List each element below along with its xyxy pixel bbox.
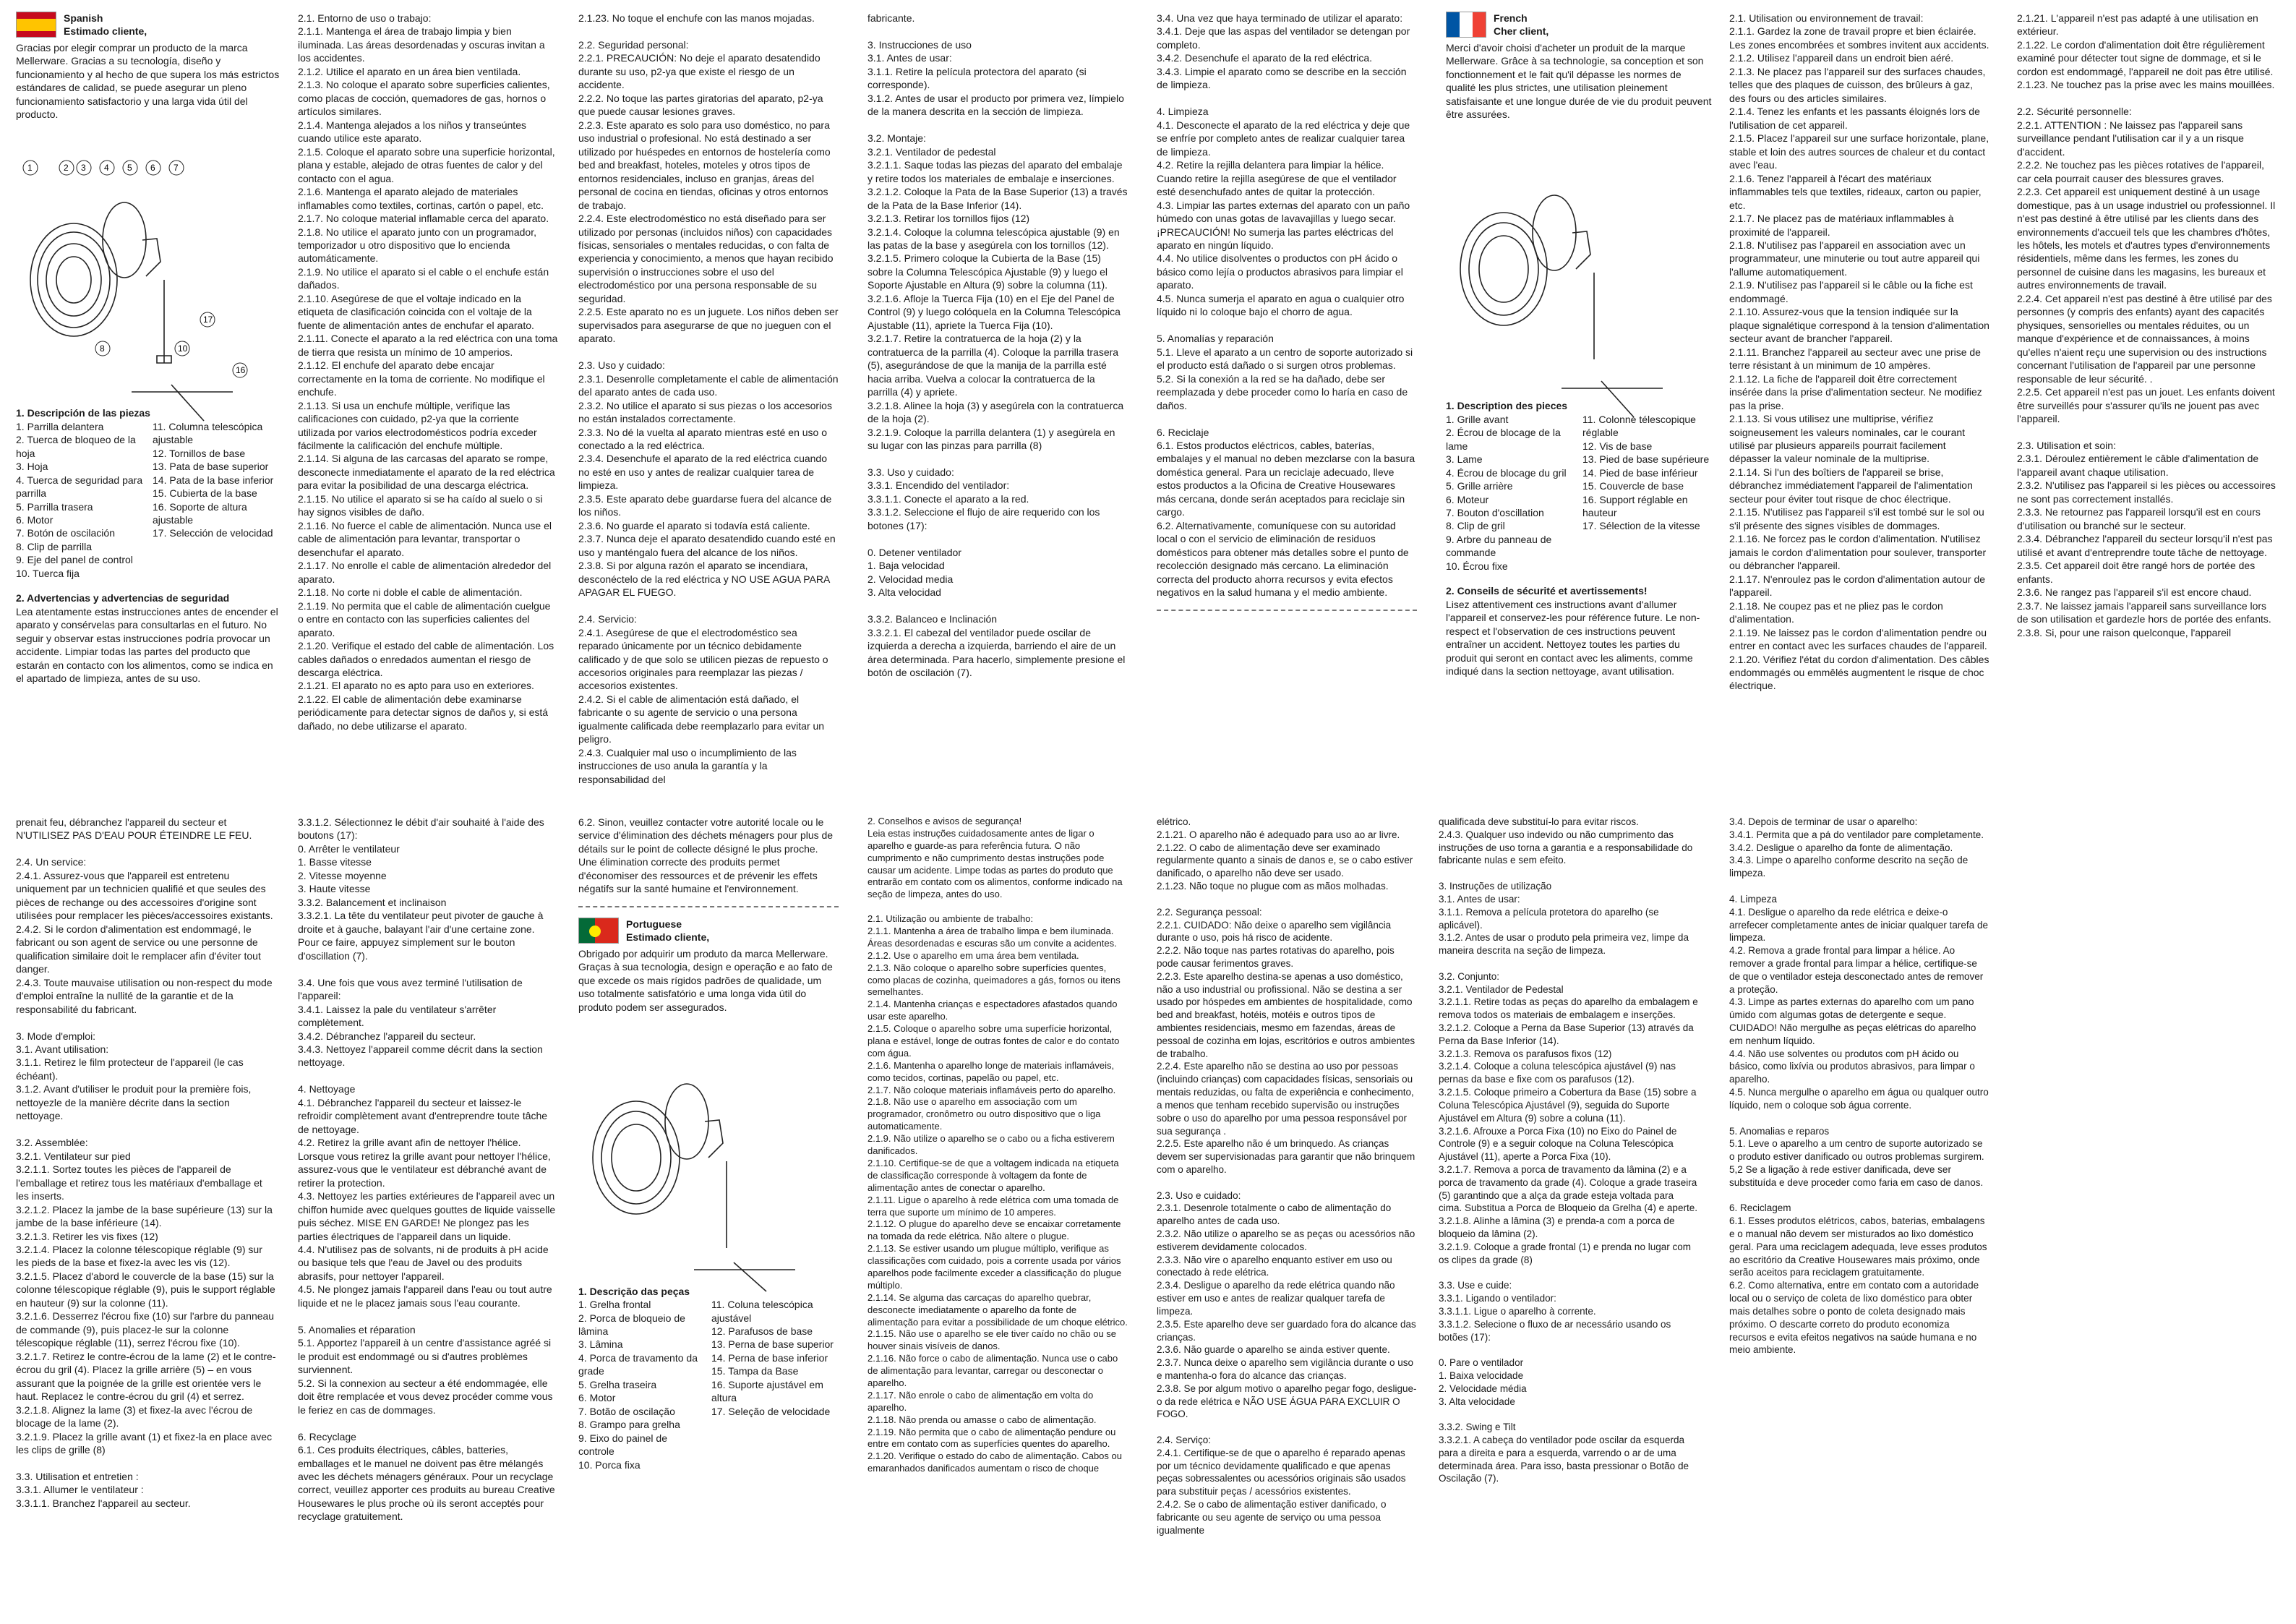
list-item: 6. Motor — [578, 1392, 616, 1404]
fr-column-2: 2.1. Utilisation ou environnement de travail: 2.1.1. Gardez la zone de travail propre et bien éclairée. Les zones encombrées et sombres invitent aux accidents. 2.1.2. Utilisez l'appareil dans un endroit bien aéré. 2.1.3. Ne placez pas l'appareil sur des surfaces chaudes, telles que des plaques de cuisson, des brûleurs à gaz, des fours ou des articles similaires. 2.1.4. Tenez les enfants et les passants éloignés lors de l'utilisation de cet appareil. 2.1.5. Placez l'appareil sur une surface horizontale, plane, stable et loin des autres sources de chaleur et du contact avec l'eau. 2.1.6. Tenez l'appareil à l'écart des matériaux inflammables tels que textiles, rideaux, carton ou papier, etc. 2.1.7. Ne placez pas de matériaux inflammables à proximité de l'appareil. 2.1.8. N'utilisez pas l'appareil en association avec un programmateur, une minuterie ou tout autre appareil qui l'allume automatiquement. 2.1.9. N'utilisez pas l'appareil si le câble ou la fiche est endommagé. 2.1.10. Assurez-vous que la tension indiquée sur la plaque signalétique correspond à la tension d'alimentation secteur avant de brancher l'appareil. 2.1.11. Branchez l'appareil au secteur avec une prise de terre résistant à un minimum de 10 ampères. 2.1.12. La fiche de l'appareil doit être correctement insérée dans la prise d'alimentation secteur. Ne modifiez pas la prise. 2.1.13. Si vous utilisez une multiprise, vérifiez soigneusement les valeurs nominales, car le courant utilisé par plusieurs appareils pourrait facilement dépasser la valeur nominale de la multiprise. 2.1.14. Si l'un des boîtiers de l'appareil se brise, débranchez immédiatement l'appareil de l'alimentation secteur pour éviter tout risque de choc électrique. 2.1.15. N'utilisez pas l'appareil s'il est tombé sur le sol ou s'il présente des signes visibles de dommages. 2.1.16. Ne forcez pas le cordon d'alimentation. N'utilisez jamais le cordon d'alimentation pour soulever, transporter ou débrancher l'appareil. 2.1.17. N'enroulez pas le cordon d'alimentation autour de l'appareil. 2.1.18. Ne coupez pas et ne pliez pas le cordon d'alimentation. 2.1.19. Ne laissez pas le cordon d'alimentation pendre ou entrer en contact avec les surfaces chaudes de l'appareil. 2.1.20. Vérifiez l'état du cordon d'alimentation. Des câbles endommagés ou emmêlés augmentent le risque de choc électrique. — [1729, 12, 1989, 692]
france-flag-icon — [1446, 12, 1486, 38]
list-item: 16. Support réglable en hauteur — [1582, 493, 1688, 518]
fr-column-4: prenait feu, débranchez l'appareil du secteur et N'UTILISEZ PAS D'EAU POUR ÉTEINDRE LE FEU. 2.4. Un service: 2.4.1. Assurez-vous que l'appareil est entretenu uniquement par un technicien qualifié et que seules des pièces de rechange ou des accessoires d'origine sont utilisées pour remplacer les pièces/accessoires existants. 2.4.2. Si le cordon d'alimentation est endommagé, le fabricant ou son agent de service ou une personne de qualification similaire doit le remplacer afin d'éviter tout danger. 2.4.3. Toute mauvaise utilisation ou non-respect du mode d'emploi entraîne la nullité de la garantie et de la responsabilité du fabricant. 3. Mode d'emploi: 3.1. Avant utilisation: 3.1.1. Retirez le film protecteur de l'appareil (le cas échéant). 3.1.2. Avant d'utiliser le produit pour la première fois, nettoyezle de la manière décrite dans la section nettoyage. 3.2. Assemblée: 3.2.1. Ventilateur sur pied 3.2.1.1. Sortez toutes les pièces de l'appareil de l'emballage et retirez tous les matériaux d'emballage et les inserts. 3.2.1.2. Placez la jambe de la base supérieure (13) sur la jambe de la base inférieure (14). 3.2.1.3. Retirer les vis fixes (12) 3.2.1.4. Placez la colonne télescopique réglable (9) sur les pieds de la base et fixez-la avec les vis (12). 3.2.1.5. Placez d'abord le couvercle de la base (15) sur la colonne télescopique réglable (9), puis le support réglable en hauteur (9) sur la colonne (11). 3.2.1.6. Desserrez l'écrou fixe (10) sur l'arbre du panneau de commande (9), puis placez-le sur la colonne télescopique réglable (11), serrez l'écrou fixe (10). 3.2.1.7. Retirez le contre-écrou de la lame (2) et le contre-écrou du gril (4). Placez la grille arrière (5) – en vous assurant que la poignée de la grille est orientée vers le haut. Replacez le contre-écrou du gril (4) et serrez. 3.2.1.8. Alignez la lame (3) et fixez-la avec l'écrou de blocage de la lame (2). 3.2.1.9. Placez la grille avant (1) et fixez-la en place avec les clips de grille (8) 3.3. Utilisation et entretien : 3.3.1. Allumer le ventilateur : 3.3.1.1. Branchez l'appareil au secteur. — [16, 816, 276, 1509]
fr-language-heading: French — [1494, 12, 1528, 24]
es-greeting: Estimado cliente, — [64, 25, 147, 38]
list-item: 9. Eixo do painel de controle — [578, 1432, 667, 1458]
list-item: 1. Parrilla delantera — [16, 420, 104, 432]
list-item: 1. Grille avant — [1446, 413, 1509, 425]
list-item: 1. Grelha frontal — [578, 1299, 651, 1311]
es-language-heading: Spanish — [64, 12, 103, 24]
spain-flag-icon — [16, 12, 56, 38]
list-item: 17. Selección de velocidad — [153, 527, 273, 539]
pt-parts-title: 1. Descrição das peças — [578, 1285, 690, 1297]
list-item: 7. Botón de oscilación — [16, 527, 115, 539]
list-item: 15. Couvercle de base — [1582, 480, 1684, 492]
pt-intro: Obrigado por adquirir um produto da marca Mellerware. Graças à sua tecnologia, design e operação e ao fato de que excede os mais rígidos padrões de qualidade, um uso totalmente satisfatório e uma longa vida útil do produto podem ser assegurados. — [578, 947, 833, 1013]
fr-greeting: Cher client, — [1494, 25, 1549, 38]
list-item: 17. Sélection de la vitesse — [1582, 520, 1700, 532]
list-item: 15. Tampa da Base — [711, 1365, 799, 1377]
pt-parts-list — [578, 1298, 839, 1471]
es-intro: Gracias por elegir comprar un producto de la marca Mellerware. Gracias a su tecnología, diseño y funcionamiento y al hecho de que supera los más estrictos estándares de calidad, se puede asegurar un pleno funcionamiento satisfactorio y una larga vida útil del producto. — [16, 41, 280, 121]
list-item: 15. Cubierta de la base — [153, 487, 257, 500]
list-item: 13. Perna de base superior — [711, 1338, 834, 1351]
fr-parts-title: 1. Description des pieces — [1446, 400, 1568, 412]
divider — [578, 906, 839, 907]
fr-safety-text: Lisez attentivement ces instructions avant d'allumer l'appareil et conservez-les pour référence future. Le non-respect et l'observation de ces instructions peuvent entraîner un accident. Nettoyez toutes les parties du produit qui seront en contact avec les aliments, comme indiqué dans la section nettoyage, avant utilisation. — [1446, 598, 1700, 678]
list-item: 17. Seleção de velocidade — [711, 1405, 831, 1417]
list-item: 3. Lâmina — [578, 1338, 623, 1351]
pt-column-2: 2. Conselhos e avisos de segurança! Leia estas instruções cuidadosamente antes de ligar o aparelho e guarde-as para referência futura. O não cumprimento e não cumprimento destas instruções pode causar um acidente. Limpe todas as partes do produto que entrarão em contato com os alimentos, conforme indicado na seção de limpeza, antes do uso. 2.1. Utilização ou ambiente de trabalho: 2.1.1. Mantenha a área de trabalho limpa e bem iluminada. Áreas desordenadas e escuras são um convite a acidentes. 2.1.2. Use o aparelho em uma área bem ventilada. 2.1.3. Não coloque o aparelho sobre superfícies quentes, como placas de cozinha, queimadores a gás, fornos ou itens semelhantes. 2.1.4. Mantenha crianças e espectadores afastados quando usar este aparelho. 2.1.5. Coloque o aparelho sobre uma superfície horizontal, plana e estável, longe de outras fontes de calor e do contato com água. 2.1.6. Mantenha o aparelho longe de materiais inflamáveis, como tecidos, cortinas, papelão ou papel, etc. 2.1.7. Não coloque materiais inflamáveis perto do aparelho. 2.1.8. Não use o aparelho em associação com um programador, cronômetro ou outro dispositivo que o liga automaticamente. 2.1.9. Não utilize o aparelho se o cabo ou a ficha estiverem danificados. 2.1.10. Certifique-se de que a voltagem indicada na etiqueta de classificação corresponde à voltagem da fonte de alimentação antes de conectar o aparelho. 2.1.11. Ligue o aparelho à rede elétrica com uma tomada de terra que suporte um mínimo de 10 amperes. 2.1.12. O plugue do aparelho deve se encaixar corretamente na tomada da rede elétrica. Não altere o plugue. 2.1.13. Se estiver usando um plugue múltiplo, verifique as classificações com cuidado, pois a corrente usada por vários aparelhos pode facilmente exceder a classificação do plugue múltiplo. 2.1.14. Se alguma das carcaças do aparelho quebrar, desconecte imediatamente o aparelho da fonte de alimentação para evitar a possibilidade de um choque elétrico. 2.1.15. Não use o aparelho se ele tiver caído no chão ou se houver sinais visíveis de danos. 2.1.16. Não force o cabo de alimentação. Nunca use o cabo de alimentação para levantar, carregar ou desconectar o aparelho. 2.1.17. Não enrole o cabo de alimentação em volta do aparelho. 2.1.18. Não prenda ou amasse o cabo de alimentação. 2.1.19. Não permita que o cabo de alimentação pendure ou entre em contato com as superfícies quentes do aparelho. 2.1.20. Verifique o estado do cabo de alimentação. Cabos ou emaranhados danificados aumentam o risco de choque — [868, 816, 1128, 1474]
callout-5: 5 — [127, 162, 132, 173]
fr-column-1 — [1446, 12, 1713, 678]
list-item: 3. Lame — [1446, 453, 1483, 466]
list-item: 9. Arbre du panneau de commande — [1446, 533, 1552, 559]
list-item: 4. Écrou de blocage du gril — [1446, 466, 1567, 479]
list-item: 5. Parrilla trasera — [16, 500, 93, 513]
pt-column-4: qualificada deve substituí-lo para evitar riscos. 2.4.3. Qualquer uso indevido ou não cumprimento das instruções de uso torna a garantia e a responsabilidade do fabricante nulas e sem efeito. 3. Instruções de utilização 3.1. Antes de usar: 3.1.1. Remova a película protetora do aparelho (se aplicável). 3.1.2. Antes de usar o produto pela primeira vez, limpe da maneira descrita na seção de limpeza. 3.2. Conjunto: 3.2.1. Ventilador de Pedestal 3.2.1.1. Retire todas as peças do aparelho da embalagem e remova todos os materiais de embalagem e inserções. 3.2.1.2. Coloque a Perna da Base Superior (13) através da Perna da Base Inferior (14). 3.2.1.3. Remova os parafusos fixos (12) 3.2.1.4. Coloque a coluna telescópica ajustável (9) nas pernas da base e fixe com os parafusos (12). 3.2.1.5. Coloque primeiro a Cobertura da Base (15) sobre a Coluna Telescópica Ajustável (9), seguida do Suporte Ajustável em Altura (9) sobre a coluna (11). 3.2.1.6. Afrouxe a Porca Fixa (10) no Eixo do Painel de Controle (9) e a seguir coloque na Coluna Telescópica Ajustável (11), aperte a Porca Fixa (10). 3.2.1.7. Remova a porca de travamento da lâmina (2) e a porca de travamento da grade (4). Coloque a grade traseira (5) garantindo que a alça da grade esteja voltada para cima. Substitua a Porca de Bloqueio da Grelha (4) e aperte. 3.2.1.8. Alinhe a lâmina (3) e prenda-a com a porca de bloqueio da lâmina (2). 3.2.1.9. Coloque a grade frontal (1) e prenda no lugar com os clipes da grade (8) 3.3. Use e cuide: 3.3.1. Ligando o ventilador: 3.3.1.1. Ligue o aparelho à corrente. 3.3.1.2. Selecione o fluxo de ar necessário usando os botões (17): 0. Pare o ventilador 1. Baixa velocidade 2. Velocidade média 3. Alta velocidade 3.3.2. Swing e Tilt 3.3.2.1. A cabeça do ventilador pode oscilar da esquerda para a direita e para a esquerda, varrendo o ar de uma determinada área. Para isso, basta pressionar o Botão de Oscilação (7). — [1439, 816, 1698, 1484]
es-column-2: 2.1. Entorno de uso o trabajo: 2.1.1. Mantenga el área de trabajo limpia y bien iluminada. Las áreas desordenadas y oscuras invitan a los accidentes. 2.1.2. Utilice el aparato en un área bien ventilada. 2.1.3. No coloque el aparato sobre superficies calientes, como placas de cocción, quemadores de gas, hornos o artículos similares. 2.1.4. Mantenga alejados a los niños y transeúntes cuando utilice este aparato. 2.1.5. Coloque el aparato sobre una superficie horizontal, plana y estable, alejado de otras fuentes de calor y del contacto con el agua. 2.1.6. Mantenga el aparato alejado de materiales inflamables como textiles, cortinas, cartón o papel, etc. 2.1.7. No coloque material inflamable cerca del aparato. 2.1.8. No utilice el aparato junto con un programador, temporizador u otro dispositivo que lo encienda automáticamente. 2.1.9. No utilice el aparato si el cable o el enchufe están dañados. 2.1.10. Asegúrese de que el voltaje indicado en la etiqueta de clasificación coincida con el voltaje de la fuente de alimentación antes de enchufar el aparato. 2.1.11. Conecte el aparato a la red eléctrica con una toma de tierra que resista un mínimo de 10 amperios. 2.1.12. El enchufe del aparato debe encajar correctamente en la toma de corriente. No modifique el enchufe. 2.1.13. Si usa un enchufe múltiple, verifique las calificaciones con cuidado, p2-ya que la corriente utilizada por varios electrodomésticos podría exceder fácilmente la calificación del enchufe múltiple. 2.1.14. Si alguna de las carcasas del aparato se rompe, desconecte inmediatamente el aparato de la red eléctrica para evitar la posibilidad de una descarga eléctrica. 2.1.15. No utilice el aparato si se ha caído al suelo o si hay signos visibles de daño. 2.1.16. No fuerce el cable de alimentación. Nunca use el cable de alimentación para levantar, transportar o desenchufar el aparato. 2.1.17. No enrolle el cable de alimentación alrededor del aparato. 2.1.18. No corte ni doble el cable de alimentación. 2.1.19. No permita que el cable de alimentación cuelgue o entre en contacto con las superficies calientes del aparato. 2.1.20. Verifique el estado del cable de alimentación. Los cables dañados o enredados aumentan el riesgo de descarga eléctrica. 2.1.21. El aparato no es apto para uso en exteriores. 2.1.22. El cable de alimentación debe examinarse periódicamente para detectar signos de daños y, si está dañado, no debe utilizarse el aparato. — [298, 12, 558, 732]
es-column-5-text: 3.4. Una vez que haya terminado de utilizar el aparato: 3.4.1. Deje que las aspas del ventilador se detengan por completo. 3.4.2. Desenchufe el aparato de la red eléctrica. 3.4.3. Limpie el aparato como se describe en la sección de limpieza. 4. Limpieza 4.1. Desconecte el aparato de la red eléctrica y deje que se enfríe por completo antes de realizar cualquier tarea de limpieza. 4.2. Retire la rejilla delantera para limpiar la hélice. Cuando retire la rejilla asegúrese de que el ventilador esté desenchufado antes de quitar la protección. 4.3. Limpiar las partes externas del aparato con un paño húmedo con unas gotas de lavavajillas y luego secar. ¡PRECAUCIÓN! No sumerja las partes eléctricas del aparato en ningún líquido. 4.4. No utilice disolventes o productos con pH ácido o básico como lejía o productos abrasivos para limpiar el aparato. 4.5. Nunca sumerja el aparato en agua o cualquier otro líquido ni lo coloque bajo el chorro de agua. 5. Anomalías y reparación 5.1. Lleve el aparato a un centro de soporte autorizado si el producto está dañado o si surgen otros problemas. 5.2. Si la conexión a la red se ha dañado, debe ser reemplazada y debe proceder como lo haría en caso de daños. 6. Reciclaje 6.1. Estos productos eléctricos, cables, baterías, embalajes y el manual no deben mezclarse con la basura doméstica general. Para un reciclaje adecuado, lleve estos productos a la Oficina de Creative Housewares más cercana, donde serán aceptados para reciclaje sin cargo. 6.2. Alternativamente, comuníquese con su autoridad local o con el servicio de eliminación de residuos domésticos para obtener más detalles sobre el punto de recolección designado más cercano. La eliminación correcta del producto ahorra recursos y evita efectos negativos en la salud humana y el medio ambiente. — [1157, 12, 1415, 599]
fr-column-3: 2.1.21. L'appareil n'est pas adapté à une utilisation en extérieur. 2.1.22. Le cordon d'alimentation doit être régulièrement examiné pour détecter tout signe de dommage, et si le cordon est endommagé, l'appareil ne doit pas être utilisé. 2.1.23. Ne touchez pas la prise avec les mains mouillées. 2.2. Sécurité personnelle: 2.2.1. ATTENTION : Ne laissez pas l'appareil sans surveillance pendant l'utilisation car il y a un risque d'accident. 2.2.2. Ne touchez pas les pièces rotatives de l'appareil, car cela pourrait causer des blessures graves. 2.2.3. Cet appareil est uniquement destiné à un usage domestique, pas à un usage industriel ou professionnel. Il n'est pas destiné à être utilisé par les clients dans des environnements d'accueil tels que les chambres d'hôtes, les hôtels, les motels et d'autres types d'environnements résidentiels, même dans les fermes, les zones du personnel de cuisine dans les magasins, les bureaux et autres environnements de travail. 2.2.4. Cet appareil n'est pas destiné à être utilisé par des personnes (y compris des enfants) ayant des capacités physiques, sensorielles ou mentales réduites, ou un manque d'expérience et de connaissances, à moins qu'elles n'aient reçu une supervision ou des instructions concernant l'utilisation de l'appareil par une personne responsable de leur sécurité. . 2.2.5. Cet appareil n'est pas un jouet. Les enfants doivent être surveillés pour s'assurer qu'ils ne jouent pas avec l'appareil. 2.3. Utilisation et soin: 2.3.1. Déroulez entièrement le câble d'alimentation de l'appareil avant chaque utilisation. 2.3.2. N'utilisez pas l'appareil si les pièces ou accessoires ne sont pas correctement installés. 2.3.3. Ne retournez pas l'appareil lorsqu'il est en cours d'utilisation ou branché sur le secteur. 2.3.4. Débranchez l'appareil du secteur lorsqu'il n'est pas utilisé et avant d'entreprendre toute tâche de nettoyage. 2.3.5. Cet appareil doit être rangé hors de portée des enfants. 2.3.6. Ne rangez pas l'appareil s'il est encore chaud. 2.3.7. Ne laissez jamais l'appareil sans surveillance lors de son utilisation et gardezle hors de portée des enfants. 2.3.8. Si, pour une raison quelconque, l'appareil — [2017, 12, 2276, 638]
list-item: 11. Columna telescópica ajustable — [153, 420, 263, 446]
es-safety-title: 2. Advertencias y advertencias de seguridad — [16, 592, 230, 604]
list-item: 11. Colonne télescopique réglable — [1582, 413, 1696, 439]
list-item: 4. Tuerca de seguridad para parrilla — [16, 474, 143, 500]
list-item: 14. Pata de la base inferior — [153, 474, 274, 486]
pt-column-5: 3.4. Depois de terminar de usar o aparelho: 3.4.1. Permita que a pá do ventilador pare completamente. 3.4.2. Desligue o aparelho da fonte de alimentação. 3.4.3. Limpe o aparelho conforme descrito na seção de limpeza. 4. Limpeza 4.1. Desligue o aparelho da rede elétrica e deixe-o arrefecer completamente antes de iniciar qualquer tarefa de limpeza. 4.2. Remova a grade frontal para limpar a hélice. Ao remover a grade frontal para limpar a hélice, certifique-se de que o ventilador esteja desconectado antes de remover a proteção. 4.3. Limpe as partes externas do aparelho com um pano úmido com algumas gotas de detergente e seque. CUIDADO! Não mergulhe as peças elétricas do aparelho em nenhum líquido. 4.4. Não use solventes ou produtos com pH ácido ou básico, como lixívia ou produtos abrasivos, para limpar o aparelho. 4.5. Nunca mergulhe o aparelho em água ou qualquer outro líquido, nem o coloque sob água corrente. 5. Anomalias e reparos 5.1. Leve o aparelho a um centro de suporte autorizado se o produto estiver danificado ou outros problemas surgirem. 5,2 Se a ligação à rede estiver danificada, deve ser substituída e deve proceder como faria em caso de danos. 6. Reciclagem 6.1. Esses produtos elétricos, cabos, baterias, embalagens e o manual não devem ser misturados ao lixo doméstico geral. Para uma reciclagem adequada, leve esses produtos ao escritório da Creative Housewares mais próximo, onde serão aceitos para reciclagem gratuitamente. 6.2. Como alternativa, entre em contato com a autoridade local ou o serviço de coleta de lixo doméstico para obter mais detalhes sobre o ponto de coleta designado mais próximo. O descarte correto do produto economiza recursos e evita efeitos negativos na saúde humana e no meio ambiente. — [1729, 816, 1989, 1356]
list-item: 6. Moteur — [1446, 493, 1489, 505]
list-item: 8. Clip de parrilla — [16, 540, 93, 552]
fr-safety-title: 2. Conseils de sécurité et avertissements! — [1446, 585, 1648, 597]
list-item: 12. Vis de base — [1582, 440, 1653, 452]
list-item: 9. Eje del panel de control — [16, 554, 133, 566]
callout-10: 10 — [178, 343, 188, 354]
list-item: 7. Bouton d'oscillation — [1446, 506, 1544, 518]
list-item: 10. Écrou fixe — [1446, 560, 1508, 572]
fan-diagram — [16, 124, 262, 399]
list-item: 14. Pied de base inférieur — [1582, 466, 1698, 479]
callout-2: 2 — [64, 162, 69, 173]
list-item: 3. Hoja — [16, 461, 48, 473]
list-item: 12. Tornillos de base — [153, 447, 246, 459]
callout-3: 3 — [81, 162, 86, 173]
callout-17: 17 — [203, 314, 213, 325]
list-item: 7. Botão de oscilação — [578, 1405, 675, 1417]
list-item: 12. Parafusos de base — [711, 1325, 813, 1337]
pt-language-heading: Portuguese — [626, 918, 682, 930]
callout-1: 1 — [27, 162, 33, 173]
list-item: 13. Pata de base superior — [153, 461, 269, 473]
pt-column-3: elétrico. 2.1.21. O aparelho não é adequado para uso ao ar livre. 2.1.22. O cabo de alimentação deve ser examinado regularmente quanto a sinais de danos e, se o cabo estiver danificado, o aparelho não deve ser usado. 2.1.23. Não toque no plugue com as mãos molhadas. 2.2. Segurança pessoal: 2.2.1. CUIDADO: Não deixe o aparelho sem vigilância durante o uso, pois há risco de acidente. 2.2.2. Não toque nas partes rotativas do aparelho, pois pode causar ferimentos graves. 2.2.3. Este aparelho destina-se apenas a uso doméstico, não a uso industrial ou profissional. Não se destina a ser usado por hóspedes em ambientes de hospitalidade, como bed and breakfast, hotéis, motéis e outros tipos de ambientes residenciais, mesmo em fazendas, áreas de pessoal de cozinha em lojas, escritórios e outros ambientes de trabalho. 2.2.4. Este aparelho não se destina ao uso por pessoas (incluindo crianças) com capacidades físicas, sensoriais ou mentais reduzidas, ou falta de experiência e conhecimento, a menos que tenham recebido supervisão ou instruções sobre o uso do aparelho por uma pessoa responsável por sua segurança . 2.2.5. Este aparelho não é um brinquedo. As crianças devem ser supervisionadas para garantir que não brinquem com o aparelho. 2.3. Uso e cuidado: 2.3.1. Desenrole totalmente o cabo de alimentação do aparelho antes de cada uso. 2.3.2. Não utilize o aparelho se as peças ou acessórios não estiverem devidamente colocados. 2.3.3. Não vire o aparelho enquanto estiver em uso ou conectado à rede elétrica. 2.3.4. Desligue o aparelho da rede elétrica quando não estiver em uso e antes de realizar qualquer tarefa de limpeza. 2.3.5. Este aparelho deve ser guardado fora do alcance das crianças. 2.3.6. Não guarde o aparelho se ainda estiver quente. 2.3.7. Nunca deixe o aparelho sem vigilância durante o uso e mantenha-o fora do alcance das crianças. 2.3.8. Se por algum motivo o aparelho pegar fogo, desligue-o da rede elétrica e NÃO USE ÁGUA PARA EXCLUIR O FOGO. 2.4. Serviço: 2.4.1. Certifique-se de que o aparelho é reparado apenas por um técnico devidamente qualificado e que apenas peças sobressalentes ou acessórios originais são usados para substituir peças / acessórios existentes. 2.4.2. Se o cabo de alimentação estiver danificado, o fabricante ou seu agente de serviço ou uma pessoa igualmente — [1157, 816, 1417, 1536]
list-item: 8. Grampo para grelha — [578, 1419, 680, 1431]
list-item: 8. Clip de gril — [1446, 520, 1505, 532]
es-column-4: fabricante. 3. Instrucciones de uso 3.1. Antes de usar: 3.1.1. Retire la película protectora del aparato (si corresponde). 3.1.2. Antes de usar el producto por primera vez, límpielo de la manera descrita en la sección de limpieza. 3.2. Montaje: 3.2.1. Ventilador de pedestal 3.2.1.1. Saque todas las piezas del aparato del embalaje y retire todos los materiales de embalaje e inserciones. 3.2.1.2. Coloque la Pata de la Base Superior (13) a través de la Pata de la Base Inferior (14). 3.2.1.3. Retirar los tornillos fijos (12) 3.2.1.4. Coloque la columna telescópica ajustable (9) en las patas de la base y asegúrela con los tornillos (12). 3.2.1.5. Primero coloque la Cubierta de la Base (15) sobre la Columna Telescópica Ajustable (9) y luego el Soporte Ajustable en Altura (9) sobre la columna (11). 3.2.1.6. Afloje la Tuerca Fija (10) en el Eje del Panel de Control (9) y luego colóquela en la Columna Telescópica Ajustable (11), apriete la Tuerca Fija (10). 3.2.1.7. Retire la contratuerca de la hoja (2) y la contratuerca de la parrilla (4). Coloque la parrilla trasera (5), asegurándose de que la manija de la parrilla esté hacia arriba. Vuelva a colocar la contratuerca de la parrilla (4) y apriete. 3.2.1.8. Alinee la hoja (3) y asegúrela con la contratuerca de la hoja (2). 3.2.1.9. Coloque la parrilla delantera (1) y asegúrela en su lugar con las pinzas para parrilla (8) 3.3. Uso y cuidado: 3.3.1. Encendido del ventilador: 3.3.1.1. Conecte el aparato a la red. 3.3.1.2. Seleccione el flujo de aire requerido con los botones (17): 0. Detener ventilador 1. Baja velocidad 2. Velocidad media 3. Alta velocidad 3.3.2. Balanceo e Inclinación 3.3.2.1. El cabezal del ventilador puede oscilar de izquierda a derecha a izquierda, barriendo el aire de un área determinada. Para hacerlo, simplemente presione el botón de oscilación (7). — [868, 12, 1128, 678]
list-item: 2. Porca de bloqueio de lâmina — [578, 1312, 685, 1337]
list-item: 4. Porca de travamento da grade — [578, 1351, 698, 1377]
list-item: 6. Motor — [16, 513, 53, 526]
es-parts-list — [16, 420, 283, 581]
es-safety-text: Lea atentamente estas instrucciones antes de encender el aparato y consérvelas para consultarlas en el futuro. No seguir y observar estas instrucciones podría provocar un accidente. Limpiar todas las partes del producto que estarán en contacto con los alimentos, como se indica en el apartado de limpieza, antes de su uso. — [16, 605, 278, 685]
fan-diagram — [1446, 124, 1692, 392]
list-item: 5. Grille arrière — [1446, 480, 1513, 492]
callout-16: 16 — [236, 364, 246, 375]
es-column-3: 2.1.23. No toque el enchufe con las manos mojadas. 2.2. Seguridad personal: 2.2.1. PRECAUCIÓN: No deje el aparato desatendido durante su uso, p2-ya que existe el riesgo de un accidente. 2.2.2. No toque las partes giratorias del aparato, p2-ya que puede causar lesiones graves. 2.2.3. Este aparato es solo para uso doméstico, no para uso industrial o profesional. No está destinado a ser utilizado por huéspedes en entornos de hostelería como bed and breakfast, hoteles, moteles y otros tipos de entornos residenciales, incluso en granjas, áreas del personal de cocina en tiendas, oficinas y otros entornos de trabajo. 2.2.4. Este electrodoméstico no está diseñado para ser utilizado por personas (incluidos niños) con capacidades físicas, sensoriales o mentales reducidas, o con falta de experiencia y conocimiento, a menos que hayan recibido supervisión o instrucciones sobre el uso del electrodoméstico por una persona responsable de su seguridad. 2.2.5. Este aparato no es un juguete. Los niños deben ser supervisados para asegurarse de que no jueguen con el aparato. 2.3. Uso y cuidado: 2.3.1. Desenrolle completamente el cable de alimentación del aparato antes de cada uso. 2.3.2. No utilice el aparato si sus piezas o los accesorios no están instalados correctamente. 2.3.3. No dé la vuelta al aparato mientras esté en uso o conectado a la red eléctrica. 2.3.4. Desenchufe el aparato de la red eléctrica cuando no esté en uso y antes de realizar cualquier tarea de limpieza. 2.3.5. Este aparato debe guardarse fuera del alcance de los niños. 2.3.6. No guarde el aparato si todavía está caliente. 2.3.7. Nunca deje el aparato desatendido cuando esté en uso y manténgalo fuera del alcance de los niños. 2.3.8. Si por alguna razón el aparato se incendiara, desconéctelo de la red eléctrica y NO USE AGUA PARA APAGAR EL FUEGO. 2.4. Servicio: 2.4.1. Asegúrese de que el electrodoméstico sea reparado únicamente por un técnico debidamente calificado y de que solo se utilicen piezas de repuesto o accesorios originales para reemplazar las piezas / accesorios existentes. 2.4.2. Si el cable de alimentación está dañado, el fabricante o su agente de servicio o una persona igualmente calificada debe reemplazarlo para evitar un peligro. 2.4.3. Cualquier mal uso o incumplimiento de las instrucciones de uso anula la garantía y la responsabilidad del — [578, 12, 839, 785]
callout-8: 8 — [100, 343, 105, 354]
pt-column-1 — [578, 816, 839, 1618]
fan-diagram — [578, 1017, 824, 1277]
list-item: 16. Soporte de altura ajustable — [153, 500, 247, 526]
list-item: 2. Écrou de blocage de la lame — [1446, 427, 1561, 452]
list-item: 10. Porca fixa — [578, 1458, 641, 1471]
portugal-flag-icon — [578, 918, 619, 944]
list-item: 5. Grelha traseira — [578, 1378, 657, 1390]
callout-6: 6 — [150, 162, 155, 173]
es-column-1 — [16, 12, 283, 685]
list-item: 2. Tuerca de bloqueo de la hoja — [16, 434, 136, 459]
list-item: 14. Perna de base inferior — [711, 1351, 828, 1364]
es-column-5 — [1157, 12, 1417, 792]
fr-parts-list — [1446, 413, 1713, 573]
fr-recycling-tail: 6.2. Sinon, veuillez contacter votre autorité locale ou le service d'élimination des déchets ménagers pour plus de détails sur le point de collecte désigné le plus proche. Une élimination correcte des produits permet d'économiser des ressources et de prévenir les effets négatifs sur la santé humaine et l'environnement. — [578, 816, 834, 895]
fr-intro: Merci d'avoir choisi d'acheter un produit de la marque Mellerware. Grâce à sa technologie, sa conception et son fonctionnement et le fait qu'il dépasse les normes de qualité les plus strictes, une utilisation pleinement satisfaisante et une longue durée de vie du produit peuvent être assurées. — [1446, 41, 1712, 121]
fr-column-5: 3.3.1.2. Sélectionnez le débit d'air souhaité à l'aide des boutons (17): 0. Arrêter le ventilateur 1. Basse vitesse 2. Vitesse moyenne 3. Haute vitesse 3.3.2. Balancement et inclinaison 3.3.2.1. La tête du ventilateur peut pivoter de gauche à droite et à gauche, balayant l'air d'une certaine zone. Pour ce faire, appuyez simplement sur le bouton d'oscillation (7). 3.4. Une fois que vous avez terminé l'utilisation de l'appareil: 3.4.1. Laissez la pale du ventilateur s'arrêter complètement. 3.4.2. Débranchez l'appareil du secteur. 3.4.3. Nettoyez l'appareil comme décrit dans la section nettoyage. 4. Nettoyage 4.1. Débranchez l'appareil du secteur et laissez-le refroidir complètement avant d'entreprendre toute tâche de nettoyage. 4.2. Retirez la grille avant afin de nettoyer l'hélice. Lorsque vous retirez la grille avant pour nettoyer l'hélice, assurez-vous que le ventilateur est débranché avant de retirer la protection. 4.3. Nettoyez les parties extérieures de l'appareil avec un chiffon humide avec quelques gouttes de liquide vaisselle puis séchez. MISE EN GARDE! Ne plongez pas les parties électriques de l'appareil dans un liquide. 4.4. N'utilisez pas de solvants, ni de produits à pH acide ou basique tels que l'eau de Javel ou des produits abrasifs, pour nettoyer l'appareil. 4.5. Ne plongez jamais l'appareil dans l'eau ou tout autre liquide et ne le placez jamais sous l'eau courante. 5. Anomalies et réparation 5.1. Apportez l'appareil à un centre d'assistance agréé si le produit est endommagé ou si d'autres problèmes surviennent. 5.2. Si la connexion au secteur a été endommagée, elle doit être remplacée et vous devez procéder comme vous le feriez en cas de dommages. 6. Recyclage 6.1. Ces produits électriques, câbles, batteries, emballages et le manuel ne doivent pas être mélangés avec les déchets ménagers généraux. Pour un recyclage correct, veuillez apporter ces produits au bureau Creative Housewares le plus proche où ils seront acceptés pour recyclage gratuitement. — [298, 816, 556, 1523]
list-item: 16. Suporte ajustável em altura — [711, 1378, 823, 1404]
callout-4: 4 — [104, 162, 109, 173]
divider — [1157, 610, 1417, 611]
list-item: 11. Coluna telescópica ajustável — [711, 1299, 813, 1324]
list-item: 10. Tuerca fija — [16, 567, 80, 579]
pt-greeting: Estimado cliente, — [626, 931, 710, 944]
es-parts-title: 1. Descripción de las piezas — [16, 407, 150, 419]
callout-7: 7 — [174, 162, 179, 173]
list-item: 13. Pied de base supérieure — [1582, 453, 1710, 466]
